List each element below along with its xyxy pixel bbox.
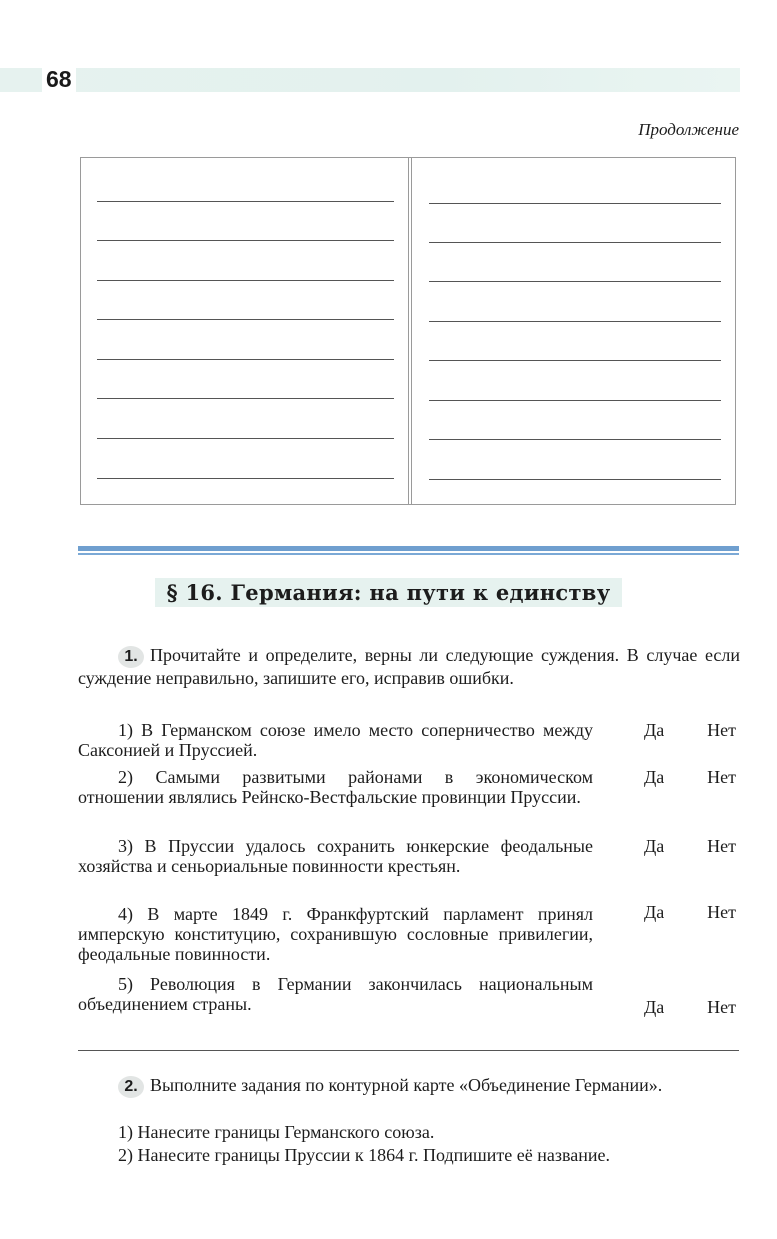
answer-column-left	[81, 158, 408, 504]
yes-option[interactable]: Да	[644, 836, 665, 856]
task-2-item-2-text: 2) Нанесите границы Пруссии к 1864 г. Подпишите её название.	[118, 1145, 610, 1165]
statement-2-options	[644, 767, 736, 787]
statement-4-options	[644, 902, 736, 922]
write-line[interactable]	[429, 203, 722, 204]
statement-1-options	[644, 720, 736, 740]
write-line[interactable]	[429, 439, 722, 440]
write-line[interactable]	[429, 479, 722, 480]
statement-2	[78, 767, 593, 807]
section-divider-thin	[78, 553, 739, 555]
statement-5	[78, 974, 593, 1014]
task-2-item-1	[78, 1122, 740, 1142]
write-line[interactable]	[429, 400, 722, 401]
statement-2-text: 2) Самыми развитыми районами в экономическом отношении являлись Рейнско-Вестфальские провинции Пруссии.	[78, 767, 593, 807]
task-1-text: Прочитайте и определите, верны ли следующие суждения. В случае если суждение неправильно, запишите его, исправив ошибки.	[78, 645, 740, 688]
answer-line[interactable]	[78, 1050, 739, 1051]
write-line[interactable]	[97, 240, 394, 241]
statement-5-options	[644, 997, 736, 1017]
section-divider	[78, 546, 739, 551]
section-heading	[0, 578, 777, 607]
statement-3	[78, 836, 593, 876]
statement-1	[78, 720, 593, 760]
statement-5-text: 5) Революция в Германии закончилась национальным объединением страны.	[78, 974, 593, 1014]
write-line[interactable]	[97, 201, 394, 202]
statement-3-text: 3) В Пруссии удалось сохранить юнкерские феодальные хозяйства и сеньориальные повинности крестьян.	[78, 836, 593, 876]
header-band	[0, 68, 740, 92]
yes-option[interactable]: Да	[644, 997, 665, 1017]
no-option[interactable]: Нет	[707, 997, 736, 1017]
no-option[interactable]: Нет	[707, 767, 736, 787]
write-line[interactable]	[97, 319, 394, 320]
no-option[interactable]: Нет	[707, 902, 736, 922]
page-number: 68	[42, 65, 76, 93]
statement-3-options	[644, 836, 736, 856]
task-1-number: 1.	[118, 646, 144, 668]
statement-4-text: 4) В марте 1849 г. Франкфуртский парламент принял имперскую конституцию, сохранившую сословные привилегии, феодальные повинности.	[78, 904, 593, 964]
write-line[interactable]	[429, 242, 722, 243]
write-line[interactable]	[97, 438, 394, 439]
no-option[interactable]: Нет	[707, 836, 736, 856]
yes-option[interactable]: Да	[644, 720, 665, 740]
answer-table	[80, 157, 736, 505]
write-line[interactable]	[97, 478, 394, 479]
write-line[interactable]	[97, 280, 394, 281]
no-option[interactable]: Нет	[707, 720, 736, 740]
task-2-text: Выполните задания по контурной карте «Объединение Германии».	[150, 1075, 663, 1095]
write-line[interactable]	[97, 398, 394, 399]
write-line[interactable]	[429, 321, 722, 322]
yes-option[interactable]: Да	[644, 767, 665, 787]
answer-column-right	[408, 158, 736, 504]
section-title: § 16. Германия: на пути к единству	[155, 578, 623, 607]
task-2-number: 2.	[118, 1076, 144, 1098]
statement-1-text: 1) В Германском союзе имело место соперничество между Саксонией и Пруссией.	[78, 720, 593, 760]
write-line[interactable]	[97, 359, 394, 360]
write-line[interactable]	[429, 360, 722, 361]
task-2-item-1-text: 1) Нанесите границы Германского союза.	[118, 1122, 435, 1142]
write-line[interactable]	[429, 281, 722, 282]
task-2-instruction	[78, 1075, 740, 1098]
task-2-item-2	[78, 1145, 740, 1165]
task-1-instruction	[78, 645, 740, 688]
yes-option[interactable]: Да	[644, 902, 665, 922]
continuation-label: Продолжение	[638, 120, 739, 139]
statement-4	[78, 904, 593, 964]
